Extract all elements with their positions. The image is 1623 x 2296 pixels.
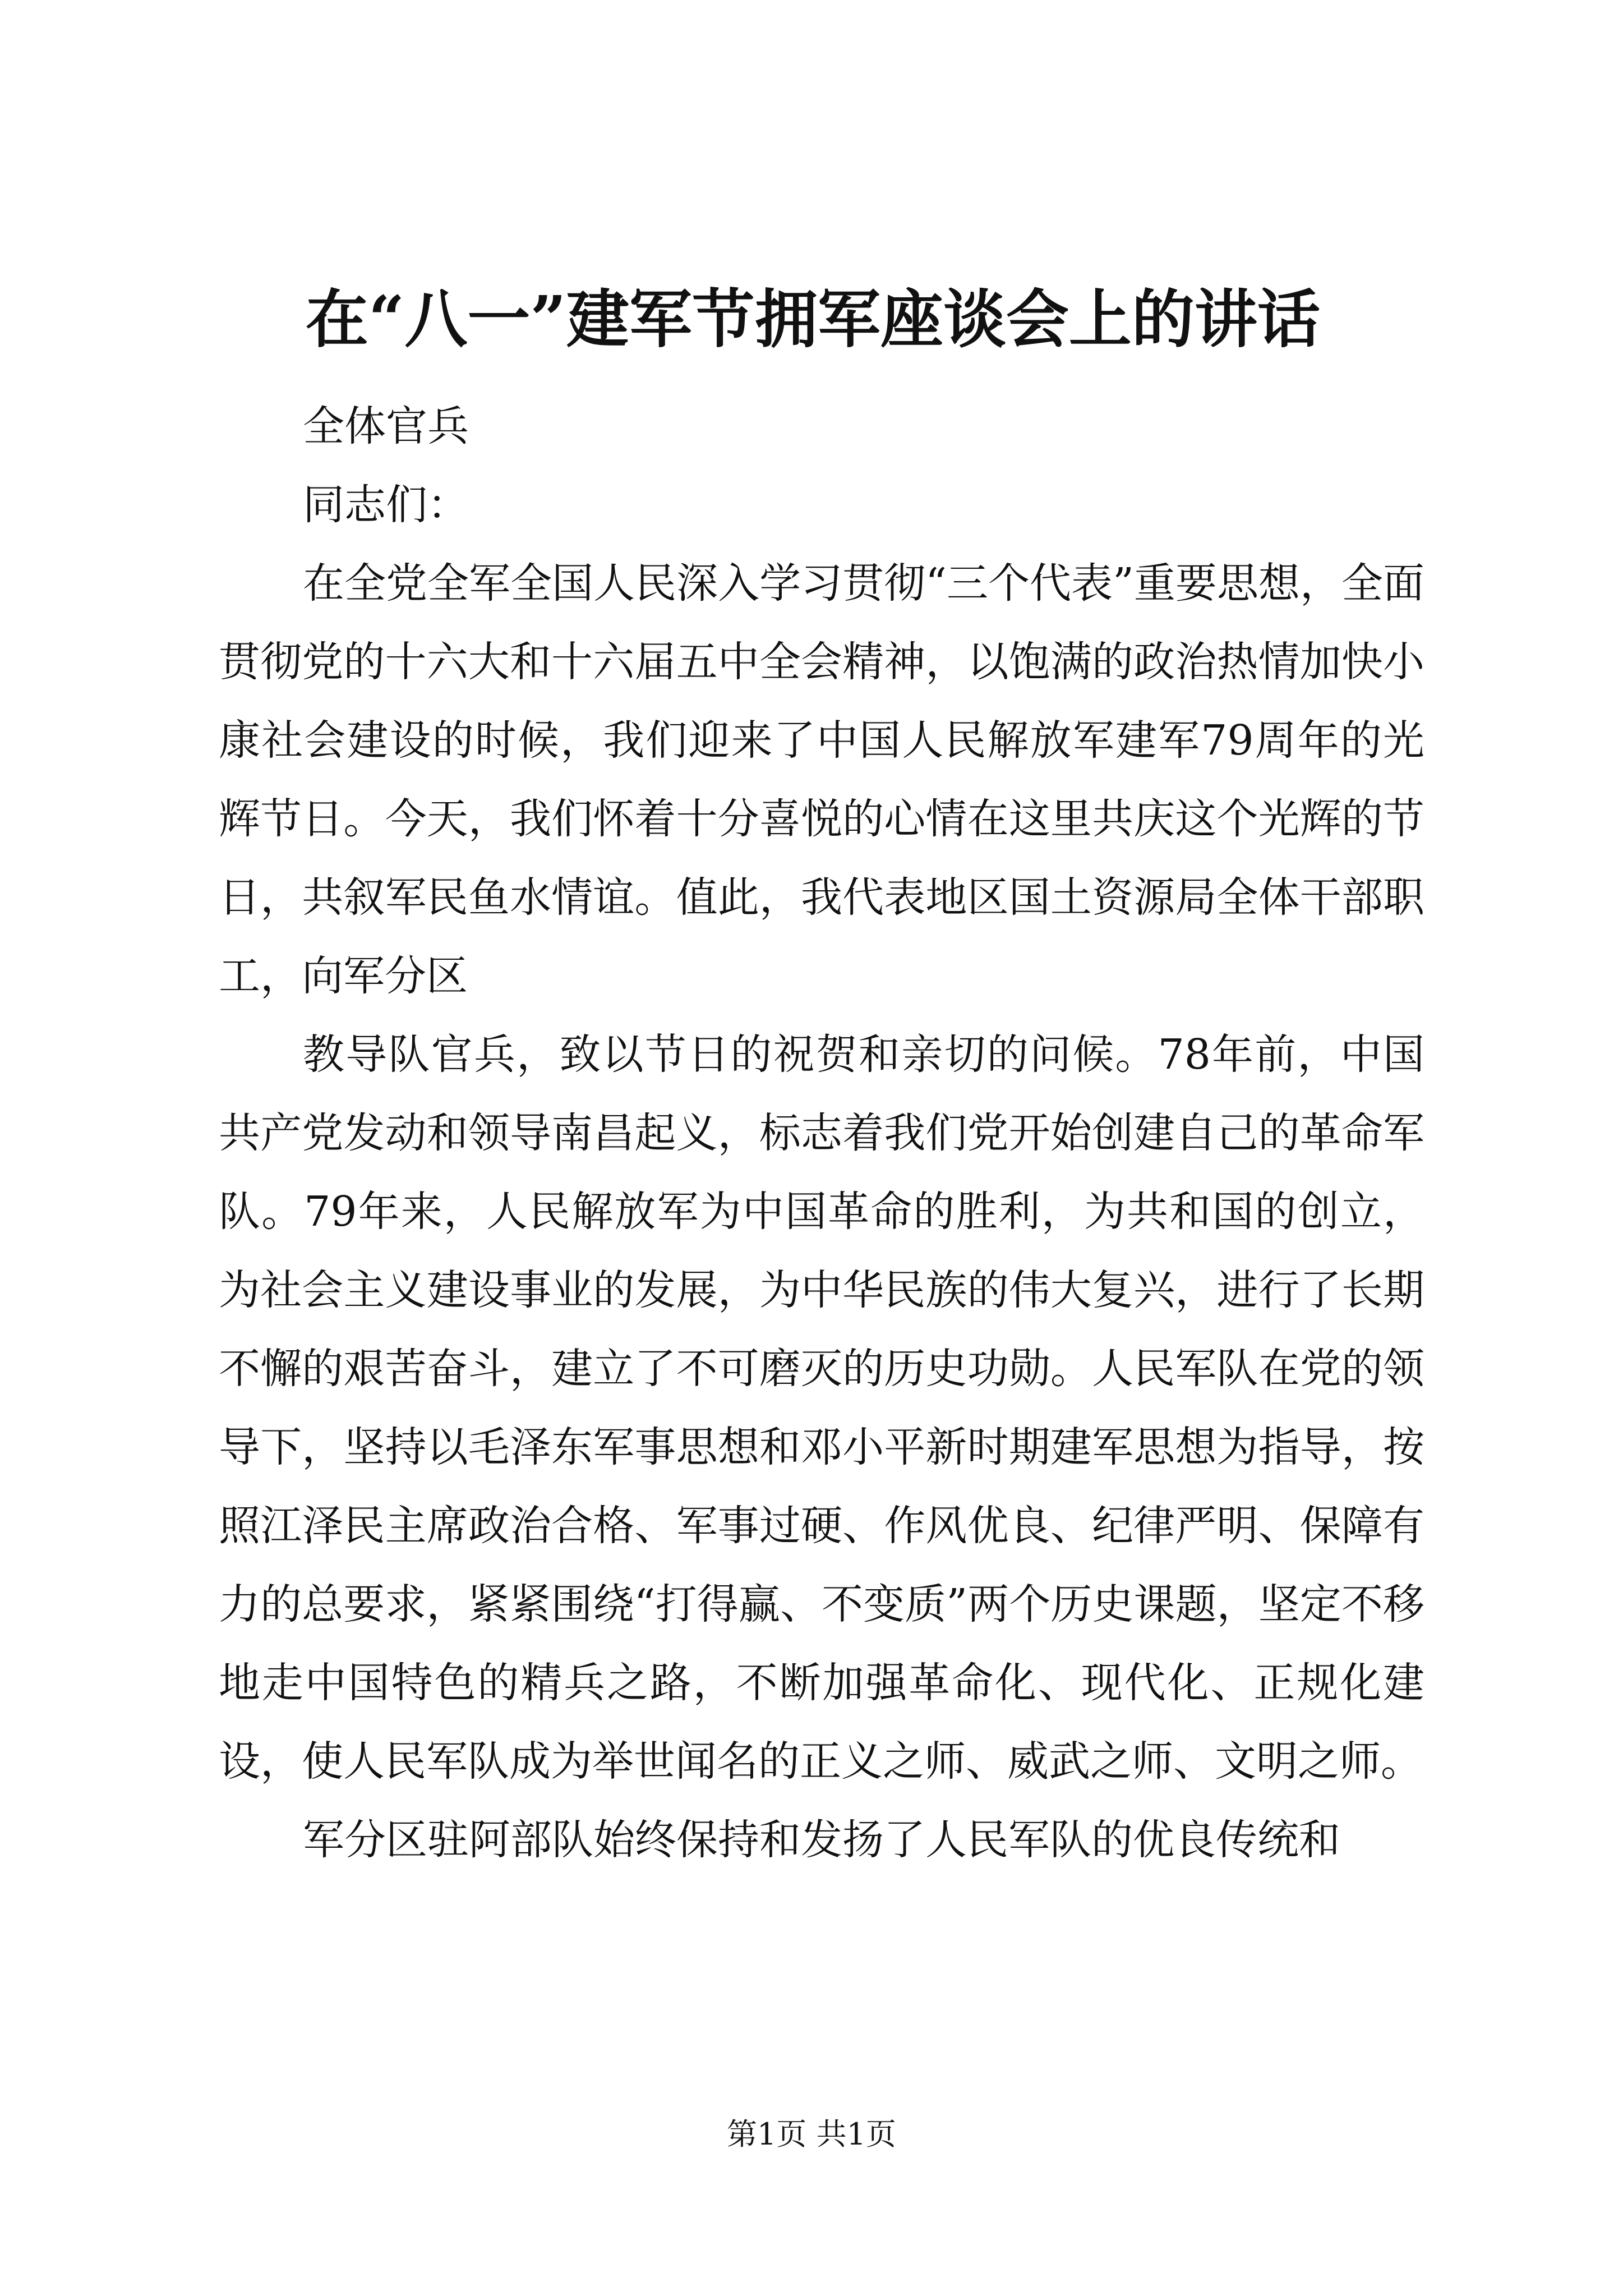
paragraph: 教导队官兵，致以节日的祝贺和亲切的问候。78年前，中国共产党发动和领导南昌起义，标志着我们党开始创建自己的革命军队。79年来，人民解放军为中国革命的胜利，为共和国的创立，为社会主义建设事业的发展，为中华民族的伟大复兴，进行了长期不懈的艰苦奋斗，建立了不可磨灭的历史功勋。人民军队在党的领导下，坚持以毛泽东军事思想和邓小平新时期建军思想为指导，按照江泽民主席政治合格、军事过硬、作风优良、纪律严明、保障有力的总要求，紧紧围绕“打得赢、不变质”两个历史课题，坚定不移地走中国特色的精兵之路，不断加强革命化、现代化、正规化建设，使人民军队成为举世闻名的正义之师、威武之师、文明之师。 [219, 1030, 1424, 1786]
document-title: 在“八一”建军节拥军座谈会上的讲话 [306, 283, 1320, 356]
document-body [219, 387, 1424, 1879]
paragraph: 在全党全军全国人民深入学习贯彻“三个代表”重要思想，全面贯彻党的十六大和十六届五中全会精神，以饱满的政治热情加快小康社会建设的时候，我们迎来了中国人民解放军建军79周年的光辉节日。今天，我们怀着十分喜悦的心情在这里共庆这个光辉的节日，共叙军民鱼水情谊。值此，我代表地区国土资源局全体干部职工，向军分区 [219, 559, 1424, 1000]
paragraph: 军分区驻阿部队始终保持和发扬了人民军队的优良传统和 [303, 1816, 1340, 1864]
salutation-officers: 全体官兵 [303, 402, 469, 450]
salutation-comrades: 同志们： [303, 481, 469, 529]
page-footer [0, 2115, 1623, 2154]
page-number: 第1页 共1页 [727, 2116, 896, 2152]
